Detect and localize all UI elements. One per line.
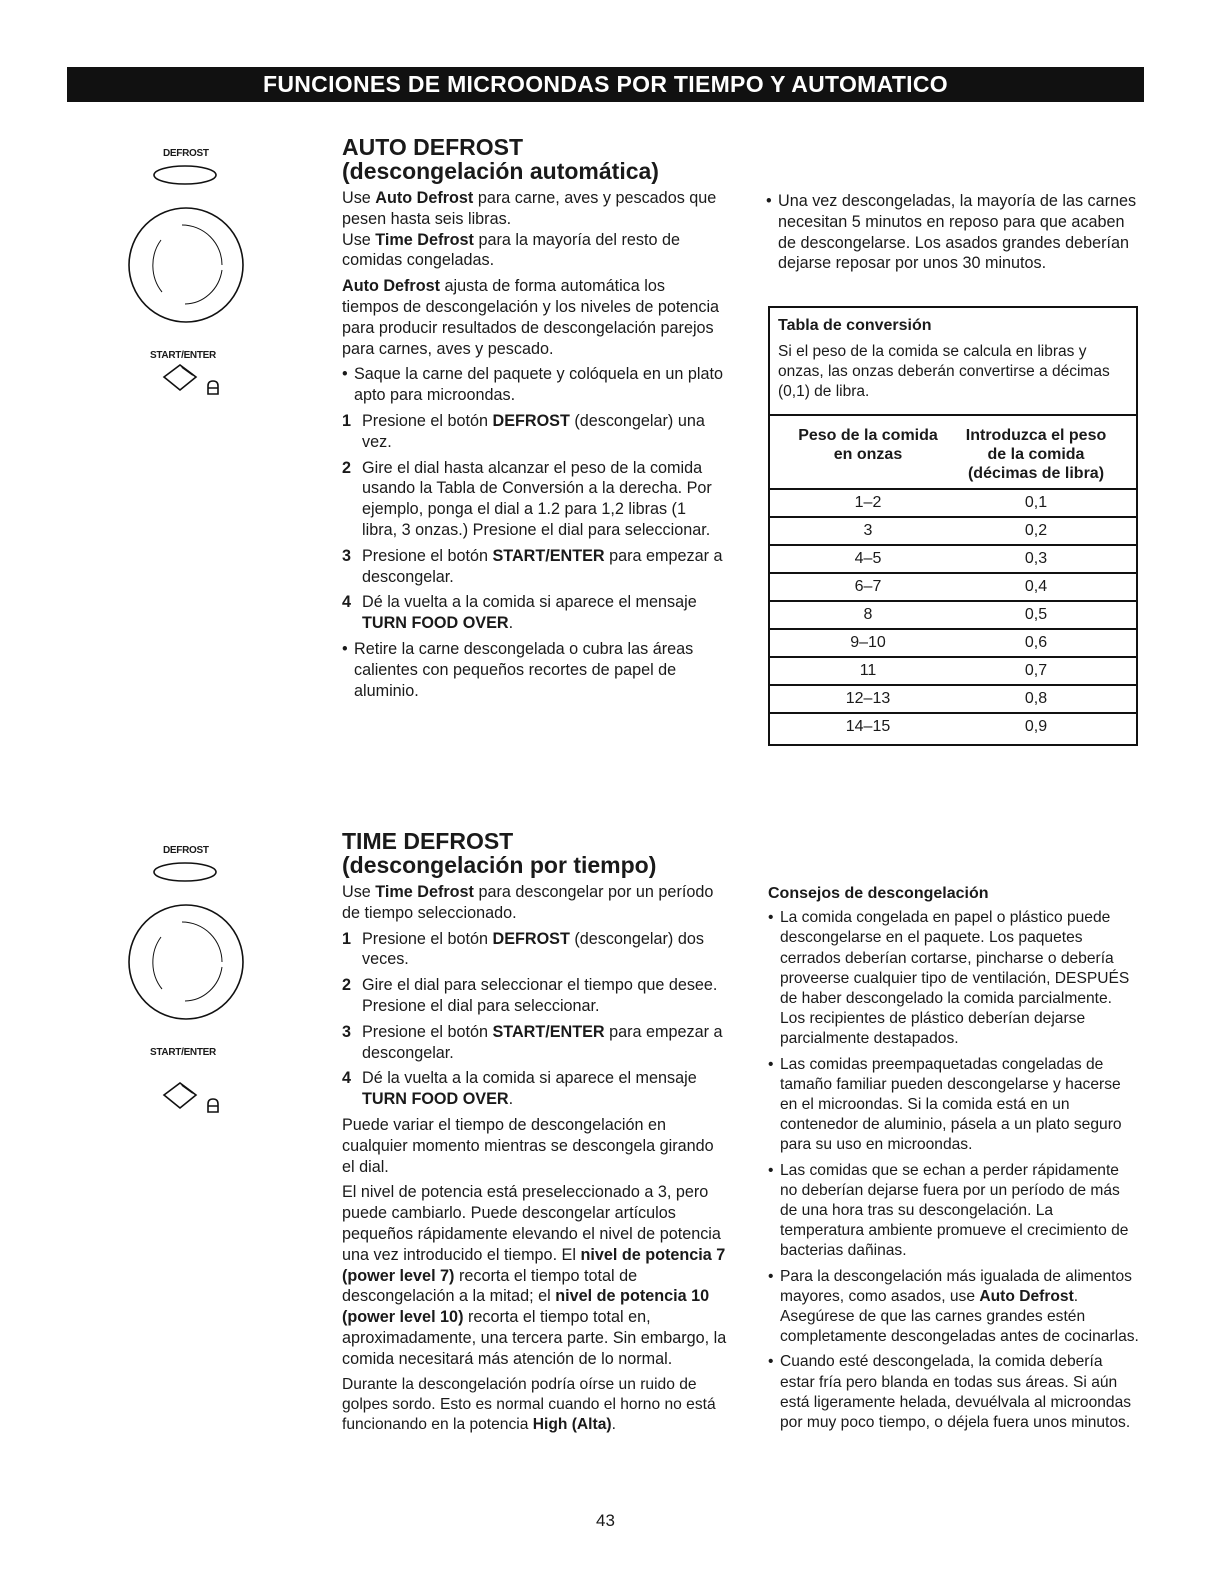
table-row: 12–13 0,8 xyxy=(770,686,1136,714)
table-row: 3 0,2 xyxy=(770,518,1136,546)
time-p2: Puede variar el tiempo de descongelación en cualquier momento mientras se descongela girando el dial. xyxy=(342,1115,714,1176)
auto-step-1: 1 Presione el botón DEFROST (descongelar) una vez. xyxy=(342,411,705,451)
defrost-tips xyxy=(768,884,1140,1438)
rest-note xyxy=(766,191,1141,279)
defrost-button-label-2: DEFROST xyxy=(163,845,209,856)
start-enter-button-label-2: START/ENTER xyxy=(150,1047,216,1058)
auto-bullet-2: • Retire la carne descongelada o cubra las áreas calientes con pequeños recortes de papel de aluminio. xyxy=(342,639,724,701)
conversion-table-rows xyxy=(770,490,1136,742)
auto-step-2: 2 Gire el dial hasta alcanzar el peso de la comida usando la Tabla de Conversión a la derecha. Por ejemplo, ponga el dial a 1.2 para 1,2 libras (1 libra, 3 onzas.) Presione el dial para seleccionar. xyxy=(342,458,712,539)
page-number: 43 xyxy=(596,1511,615,1530)
defrost-button-label: DEFROST xyxy=(163,148,209,159)
time-defrost-title: TIME DEFROST xyxy=(342,828,514,854)
table-row: 11 0,7 xyxy=(770,658,1136,686)
auto-p2: Use Time Defrost para la mayoría del resto de comidas congeladas. xyxy=(342,230,681,270)
time-defrost-subtitle: (descongelación por tiempo) xyxy=(342,852,657,878)
auto-defrost-title: AUTO DEFROST xyxy=(342,134,524,160)
dial-icon xyxy=(127,200,245,330)
table-row: 8 0,5 xyxy=(770,602,1136,630)
start-button-icon xyxy=(160,364,232,398)
tip-4: • Para la descongelación más igualada de alimentos mayores, como asados, use Auto Defrost. Asegúrese de que las carnes grandes estén completamente descongeladas antes de cocinarlas. xyxy=(768,1267,1140,1348)
defrost-button-icon-2 xyxy=(145,857,225,887)
header-tenths: Introduzca el peso de la comida (décimas de libra) xyxy=(965,427,1107,482)
conversion-table xyxy=(768,306,1138,746)
dial-icon-2 xyxy=(127,897,245,1027)
time-step-4: 4 Dé la vuelta a la comida si aparece el mensaje TURN FOOD OVER. xyxy=(342,1069,697,1109)
tip-1: • La comida congelada en papel o plástico puede descongelarse en el paquete. Los paquetes cerrados deberían cortarse, pincharse o debería proveerse cualquier tipo de ventilación, DESPUÉS de haber descongelado la comida parcialmente. Los recipientes de plástico deberían dejarse parcialmente destapados. xyxy=(768,908,1140,1049)
start-button-icon-2 xyxy=(160,1082,232,1116)
time-step-2: 2 Gire el dial para seleccionar el tiempo que desee. Presione el dial para seleccionar. xyxy=(342,976,718,1015)
table-row: 6–7 0,4 xyxy=(770,574,1136,602)
table-row: 4–5 0,3 xyxy=(770,546,1136,574)
auto-p3: Auto Defrost ajusta de forma automática los tiempos de descongelación y los niveles de potencia para producir resultados de descongelación parejos para carnes, aves y pescado. xyxy=(342,277,720,358)
auto-bullet-1: • Saque la carne del paquete y colóquela en un plato apto para microondas. xyxy=(342,364,724,406)
time-step-1: 1 Presione el botón DEFROST (descongelar) dos veces. xyxy=(342,929,704,969)
start-enter-button-label: START/ENTER xyxy=(150,350,216,361)
tip-2: • Las comidas preempaquetadas congeladas de tamaño familiar pueden descongelarse y hacerse en el microondas. Si la comida está en un contenedor de aluminio, pásela a un plato seguro para su uso en microondas. xyxy=(768,1055,1140,1156)
tip-3: • Las comidas que se echan a perder rápidamente no deberían dejarse fuera por un período de más de una hora tras su descongelación. La temperatura ambiente promueve el crecimiento de bacterias dañinas. xyxy=(768,1161,1140,1262)
page-banner: FUNCIONES DE MICROONDAS POR TIEMPO Y AUTOMATICO xyxy=(67,67,1144,102)
table-row: 9–10 0,6 xyxy=(770,630,1136,658)
conversion-table-header xyxy=(770,414,1136,490)
time-step-3: 3 Presione el botón START/ENTER para empezar a descongelar. xyxy=(342,1022,723,1062)
conversion-table-desc: Si el peso de la comida se calcula en libras y onzas, las onzas deberán convertirse a décimas (0,1) de libra. xyxy=(778,343,1110,400)
tip-5: • Cuando esté descongelada, la comida debería estar fría pero blanda en todas sus áreas. Si aún está ligeramente helada, devuélvala al microondas por muy poco tiempo, o déjela fuera unos minutos. xyxy=(768,1352,1140,1433)
defrost-button-icon xyxy=(145,160,225,190)
auto-defrost-section xyxy=(342,135,724,706)
tips-title: Consejos de descongelación xyxy=(768,885,989,902)
auto-p1: Use Auto Defrost para carne, aves y pescados que pesen hasta seis libras. xyxy=(342,189,717,228)
header-ounces: Peso de la comida en onzas xyxy=(798,427,938,463)
time-p4: Durante la descongelación podría oírse un ruido de golpes sordo. Esto es normal cuando el horno no está funcionando en la potencia High (Alta). xyxy=(342,1375,716,1433)
auto-defrost-subtitle: (descongelación automática) xyxy=(342,158,659,184)
auto-step-4: 4 Dé la vuelta a la comida si aparece el mensaje TURN FOOD OVER. xyxy=(342,593,697,633)
time-defrost-section xyxy=(342,829,727,1440)
auto-step-3: 3 Presione el botón START/ENTER para empezar a descongelar. xyxy=(342,546,723,586)
table-row: 1–2 0,1 xyxy=(770,490,1136,518)
table-row: 14–15 0,9 xyxy=(845,718,1048,735)
time-p1: Use Time Defrost para descongelar por un período de tiempo seleccionado. xyxy=(342,883,714,922)
conversion-table-title: Tabla de conversión xyxy=(778,317,932,334)
rest-note-bullet: • Una vez descongeladas, la mayoría de las carnes necesitan 5 minutos en reposo para que acaben de descongelarse. Los asados grandes deberían dejarse reposar por unos 30 minutos. xyxy=(766,191,1141,274)
time-p3: El nivel de potencia está preseleccionado a 3, pero puede cambiarlo. Puede descongelar artículos pequeños rápidamente elevando el nivel de potencia una vez introducido el tiempo. El nivel de potencia 7 (power level 7) recorta el tiempo total de descongelación a la mitad; el nivel de potencia 10 (power level 10) recorta el tiempo total en, aproximadamente, una tercera parte. Sin embargo, la comida necesitará más atención de lo normal. xyxy=(342,1183,727,1368)
